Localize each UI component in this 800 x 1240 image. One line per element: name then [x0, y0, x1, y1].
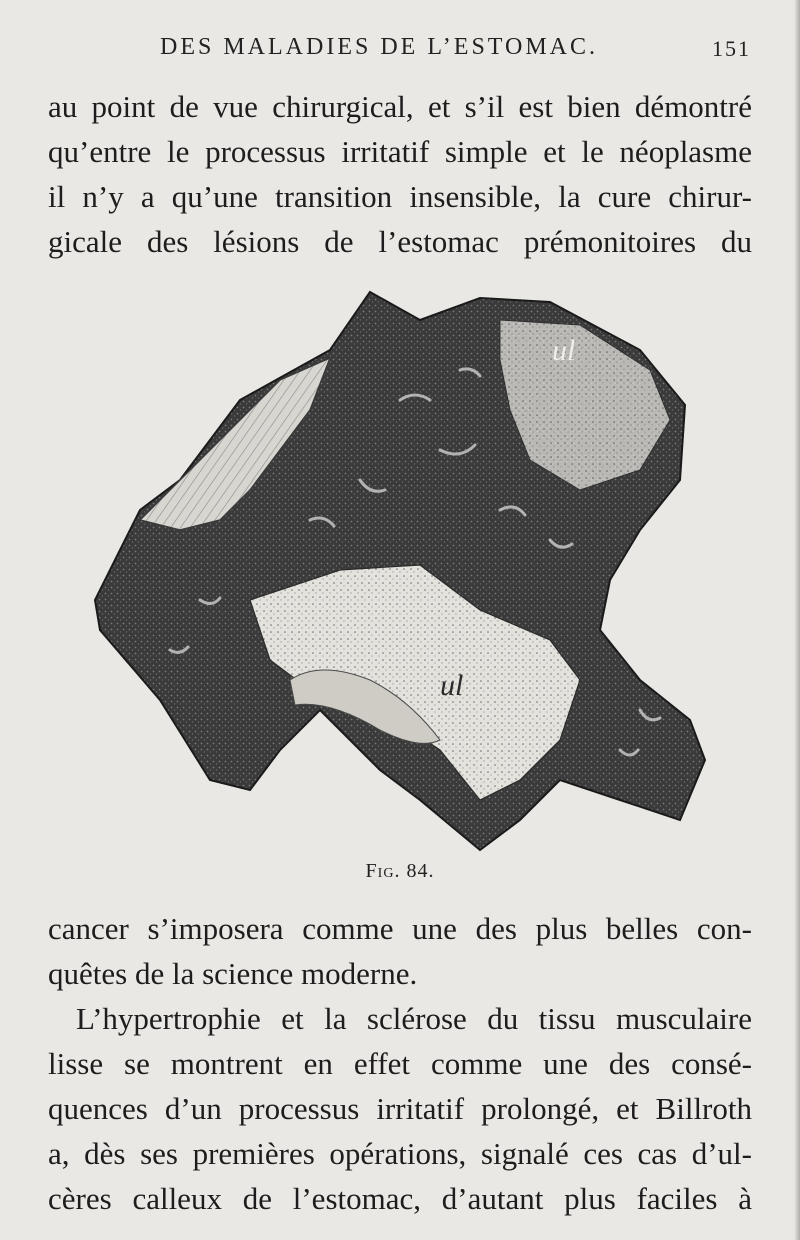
- text-line: au point de vue chirurgical, et s’il est bien démontré: [48, 89, 752, 124]
- stomach-specimen-engraving: [80, 280, 720, 860]
- text-line: gicale des lésions de l’estomac prémonitoires du: [48, 224, 752, 259]
- text-line: qu’entre le processus irritatif simple et le néoplasme: [48, 134, 752, 169]
- text-line: cères calleux de l’estomac, d’autant plus faciles à: [48, 1181, 752, 1216]
- figure-illustration: [80, 280, 720, 860]
- paragraph-continuation: [48, 906, 752, 1221]
- text-line: cancer s’imposera comme une des plus belles con-: [48, 911, 752, 946]
- text-line: quêtes de la science moderne.: [48, 956, 418, 991]
- paragraph-continued: [48, 84, 752, 264]
- text-line: a, dès ses premières opérations, signalé ces cas d’ul-: [48, 1136, 752, 1171]
- page-number: 151: [712, 36, 751, 61]
- text-line: quences d’un processus irritatif prolongé, et Billroth: [48, 1091, 752, 1126]
- lower-ulcer-label: ul: [440, 669, 464, 702]
- running-head: DES MALADIES DE L’ESTOMAC.: [160, 34, 599, 60]
- upper-ulcer-label: ul: [552, 334, 576, 367]
- text-line: L’hypertrophie et la sclérose du tissu musculaire: [76, 1001, 752, 1036]
- figure-caption: Fig. 84.: [365, 860, 435, 882]
- text-line: il n’y a qu’une transition insensible, la cure chirur-: [48, 179, 752, 214]
- text-line: lisse se montrent en effet comme une des consé-: [48, 1046, 752, 1081]
